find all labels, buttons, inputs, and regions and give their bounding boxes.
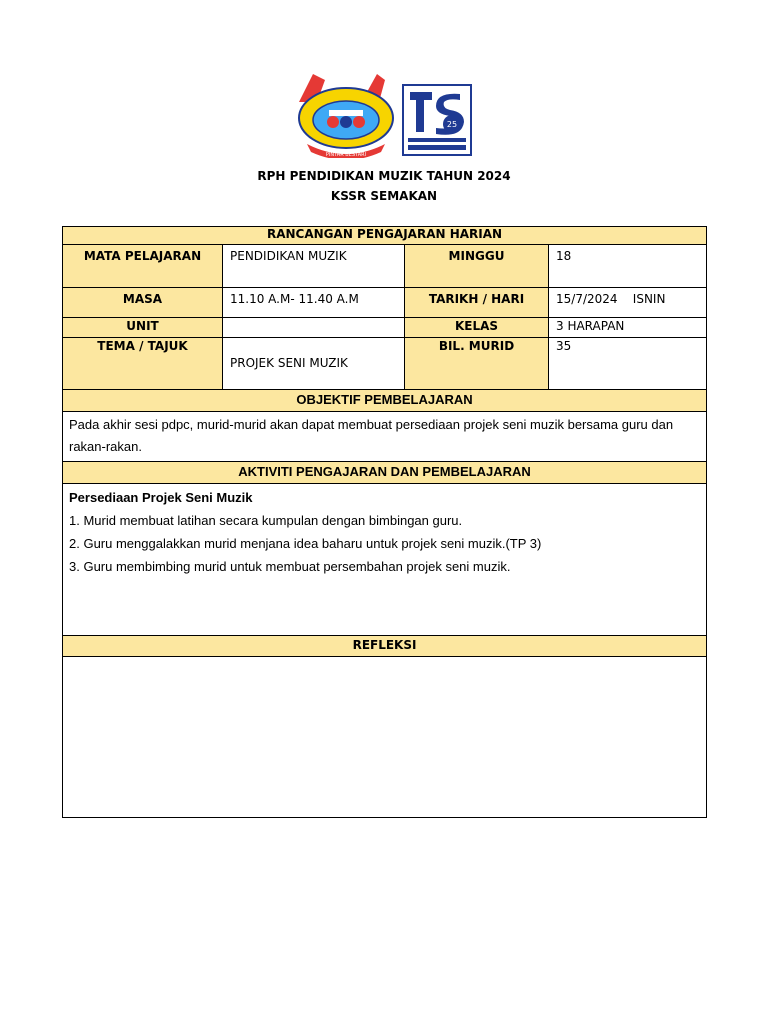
aktiviti-body — [63, 484, 707, 636]
svg-text:25: 25 — [446, 120, 458, 129]
objektif-text: Pada akhir sesi pdpc, murid-murid akan dapat membuat persediaan projek seni muzik bersama guru dan rakan-rakan. — [63, 412, 707, 462]
tema-value: PROJEK SENI MUZIK — [223, 338, 405, 390]
unit-label: UNIT — [63, 318, 223, 338]
document-subtitle: KSSR SEMAKAN — [330, 189, 438, 203]
aktiviti-item: 1. Murid membuat latihan secara kumpulan dengan bimbingan guru. — [69, 513, 463, 528]
masa-value: 11.10 A.M- 11.40 A.M — [223, 288, 405, 318]
logo-area — [0, 72, 768, 162]
masa-label: MASA — [63, 288, 223, 318]
unit-value — [223, 318, 405, 338]
tema-label: TEMA / TAJUK — [63, 338, 223, 390]
kelas-label: KELAS — [405, 318, 549, 338]
school-crest-logo — [293, 72, 399, 158]
kelas-value: 3 HARAPAN — [549, 318, 707, 338]
aktiviti-item: 2. Guru menggalakkan murid menjana idea baharu untuk projek seni muzik.(TP 3) — [69, 536, 542, 551]
tarikh-value: 15/7/2024 ISNIN — [549, 288, 707, 318]
refleksi-body — [63, 657, 707, 818]
svg-text:PINTAR BESTARI: PINTAR BESTARI — [325, 152, 367, 158]
mata-pelajaran-value: PENDIDIKAN MUZIK — [223, 245, 405, 288]
aktiviti-heading: Persediaan Projek Seni Muzik — [69, 490, 253, 505]
document-title: RPH PENDIDIKAN MUZIK TAHUN 2024 — [257, 169, 511, 183]
tarikh-label: TARIKH / HARI — [405, 288, 549, 318]
aktiviti-item: 3. Guru membimbing murid untuk membuat persembahan projek seni muzik. — [69, 559, 511, 574]
bil-murid-label: BIL. MURID — [405, 338, 549, 390]
ts25-logo — [402, 84, 472, 156]
minggu-value: 18 — [549, 245, 707, 288]
bil-murid-value: 35 — [549, 338, 707, 390]
refleksi-title: REFLEKSI — [63, 636, 707, 657]
objektif-title: OBJEKTIF PEMBELAJARAN — [63, 390, 707, 412]
rph-table — [62, 226, 707, 818]
mata-pelajaran-label: MATA PELAJARAN — [63, 245, 223, 288]
aktiviti-title: AKTIVITI PENGAJARAN DAN PEMBELAJARAN — [63, 462, 707, 484]
minggu-label: MINGGU — [405, 245, 549, 288]
table-title: RANCANGAN PENGAJARAN HARIAN — [63, 227, 707, 245]
